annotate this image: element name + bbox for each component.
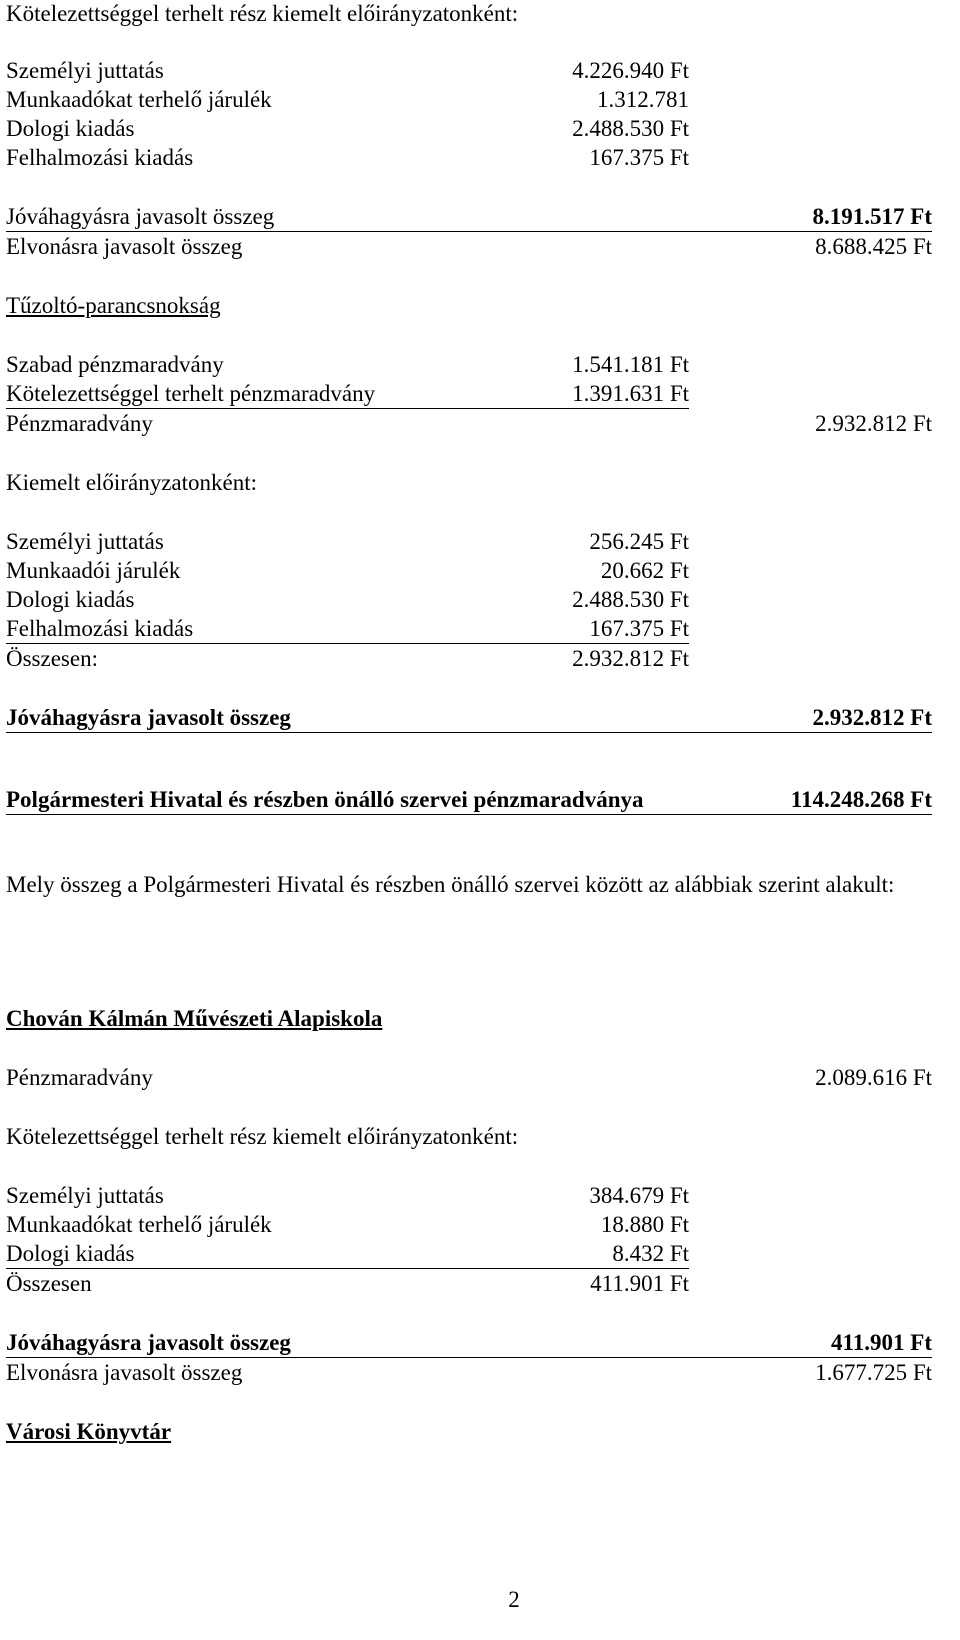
- withdraw-label: Elvonásra javasolt összeg: [6, 1360, 243, 1385]
- row-label: Dologi kiadás: [6, 116, 135, 141]
- office-residual-label: Polgármesteri Hivatal és részben önálló szervei pénzmaradványa: [6, 787, 644, 812]
- total-label: Összesen: [6, 1271, 92, 1296]
- total-value: 411.901 Ft: [590, 1271, 689, 1296]
- row-label: Munkaadókat terhelő járulék: [6, 1212, 272, 1237]
- residual-value: 2.089.616 Ft: [815, 1065, 932, 1090]
- office-residual-value: 114.248.268 Ft: [790, 787, 932, 812]
- committed-part-heading: Kötelezettséggel terhelt rész kiemelt előirányzatonként:: [6, 1, 519, 26]
- withdraw-label: Elvonásra javasolt összeg: [6, 234, 243, 259]
- residual-value: 2.932.812 Ft: [815, 411, 932, 436]
- underline-rule: [6, 814, 932, 815]
- residual-label: Pénzmaradvány: [6, 1065, 153, 1090]
- row-label: Személyi juttatás: [6, 1183, 164, 1208]
- free-residual-value: 1.541.181 Ft: [572, 352, 689, 377]
- row-value: 8.432 Ft: [612, 1241, 689, 1266]
- breakdown-heading: Kiemelt előirányzatonként:: [6, 470, 257, 495]
- row-value: 4.226.940 Ft: [572, 58, 689, 83]
- row-label: Személyi juttatás: [6, 58, 164, 83]
- row-label: Személyi juttatás: [6, 529, 164, 554]
- row-value: 167.375 Ft: [589, 145, 689, 170]
- withdraw-value: 8.688.425 Ft: [815, 234, 932, 259]
- underline-rule: [6, 732, 932, 733]
- row-value: 20.662 Ft: [600, 558, 689, 583]
- row-label: Munkaadókat terhelő járulék: [6, 87, 272, 112]
- total-label: Összesen:: [6, 646, 98, 671]
- row-value: 167.375 Ft: [589, 616, 689, 641]
- underline-rule: [6, 1357, 932, 1358]
- row-value: 256.245 Ft: [589, 529, 689, 554]
- free-residual-label: Szabad pénzmaradvány: [6, 352, 224, 377]
- committed-part-heading: Kötelezettséggel terhelt rész kiemelt előirányzatonként:: [6, 1124, 519, 1149]
- underline-rule: [6, 643, 689, 644]
- approve-value: 2.932.812 Ft: [812, 705, 932, 730]
- row-label: Dologi kiadás: [6, 587, 135, 612]
- row-value: 2.488.530 Ft: [572, 587, 689, 612]
- approve-value: 8.191.517 Ft: [812, 204, 932, 229]
- total-value: 2.932.812 Ft: [572, 646, 689, 671]
- approve-label: Jóváhagyásra javasolt összeg: [6, 1330, 291, 1355]
- row-value: 1.312.781: [597, 87, 689, 112]
- row-label: Dologi kiadás: [6, 1241, 135, 1266]
- approve-label: Jóváhagyásra javasolt összeg: [6, 705, 291, 730]
- fire-brigade-title: Tűzoltó-parancsnokság: [6, 293, 221, 318]
- underline-rule: [6, 231, 932, 232]
- committed-residual-label: Kötelezettséggel terhelt pénzmaradvány: [6, 381, 376, 406]
- residual-label: Pénzmaradvány: [6, 411, 153, 436]
- committed-residual-value: 1.391.631 Ft: [572, 381, 689, 406]
- withdraw-value: 1.677.725 Ft: [815, 1360, 932, 1385]
- approve-label: Jóváhagyásra javasolt összeg: [6, 204, 275, 229]
- row-value: 384.679 Ft: [589, 1183, 689, 1208]
- explanation-paragraph: Mely összeg a Polgármesteri Hivatal és részben önálló szervei között az alábbiak szerint alakult:: [6, 872, 895, 897]
- underline-rule: [6, 1268, 689, 1269]
- row-label: Felhalmozási kiadás: [6, 616, 194, 641]
- city-library-title: Városi Könyvtár: [6, 1419, 172, 1444]
- row-value: 2.488.530 Ft: [572, 116, 689, 141]
- approve-value: 411.901 Ft: [831, 1330, 932, 1355]
- row-value: 18.880 Ft: [600, 1212, 689, 1237]
- page-number: 2: [508, 1587, 520, 1612]
- row-label: Felhalmozási kiadás: [6, 145, 194, 170]
- row-label: Munkaadói járulék: [6, 558, 181, 583]
- underline-rule: [6, 408, 689, 409]
- art-school-title: Chován Kálmán Művészeti Alapiskola: [6, 1006, 383, 1031]
